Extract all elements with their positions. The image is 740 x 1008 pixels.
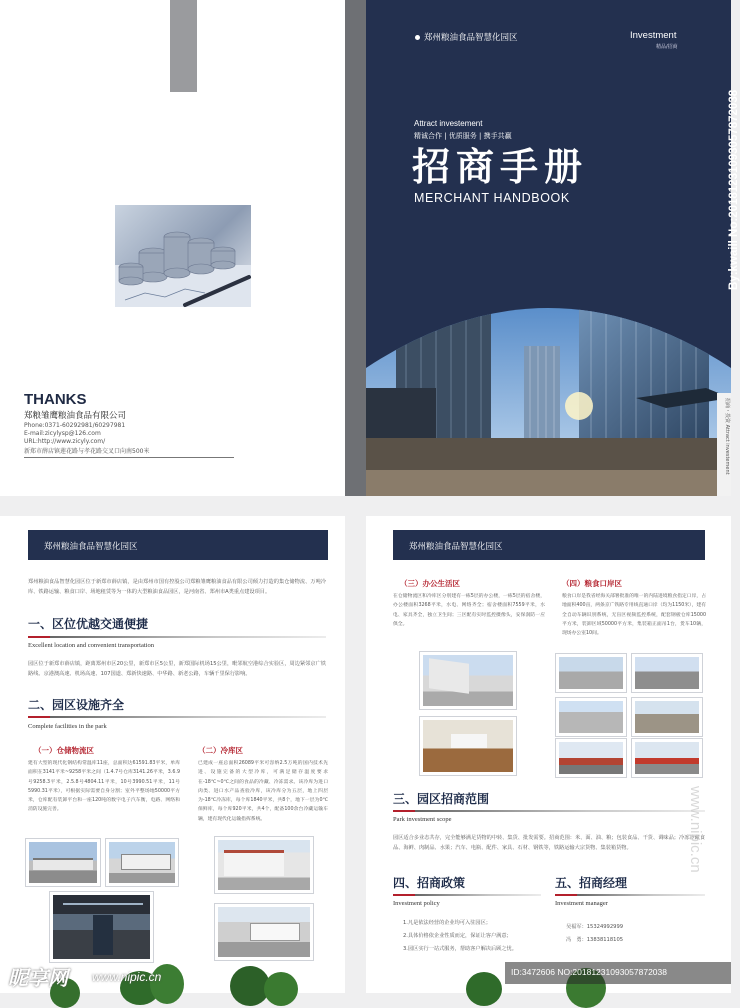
author-id-watermark: By:kwaill No:20181231093057872038 [728,89,740,290]
thanks-heading: THANKS [24,391,87,408]
warehouse-photo-1 [25,838,101,887]
section-1-title: 一、区位优越交通便捷 [28,617,149,631]
section-4-underline [393,894,541,896]
side-tab-label: 招商・投资 Attract investement [724,398,730,475]
footer-line [24,457,234,458]
section-1-en: Excellent location and convenient transportation [28,642,154,649]
policy-item: 3.园区实行一站式服务，帮助客户解决后顾之忧。 [403,946,517,952]
office-photo-1 [419,651,517,710]
port-photo-1 [555,653,627,693]
handbook-title-en: MERCHANT HANDBOOK [414,191,570,205]
section-3-title: 三、园区招商范围 [393,792,490,806]
grey-tab-decoration [170,0,197,92]
investment-label: Investment [630,30,677,41]
sub-coldstorage-title: （二）冷库区 [198,746,243,755]
inner-page-left [0,516,345,993]
slogan: 精诚合作 | 优质服务 | 携手共赢 [414,132,512,140]
inner-page-right [366,516,731,993]
coldstorage-photo-2 [214,903,314,961]
watermark-site: www.nipic.cn [92,970,162,984]
section-1-underline [28,636,326,638]
park-name: 郑州粮油食品智慧化园区 [424,33,518,43]
sub-port-title: （四）粮食口岸区 [562,579,622,588]
port-photo-6 [631,738,703,778]
port-photo-2 [631,653,703,693]
section-4-en: Investment policy [393,900,440,907]
section-3-body: 园区适合多业态共存，完全能够满足货物的中转、集货、批发需要。招商范围：米、面、油、粮；包装食品、干货、调味品；冷冻冷藏食品、海鲜、肉制品、水果；汽车、电瓶、配件、家具、石材、钢铁等，铁路运输大宗货物、集装箱货物。 [393,835,705,851]
port-photo-4 [631,697,703,737]
coins-photo [115,205,251,307]
building-photo [366,288,731,496]
attract-subtitle: Attract investement [414,119,483,128]
section-3-en: Park investment scope [393,816,452,823]
investment-sublabel: 精品/招商 [656,44,678,50]
back-cover-page [0,0,345,496]
section-4-title: 四、招商政策 [393,876,466,890]
sub-coldstorage-body: 已建成一座总面积26089平米可容纳2.5万吨的国内技术先进、设施完备的大型冷库，可满足储存温度要求在-18℃~0℃之间的食品的冷藏、冷冻需求。该冷库为进口肉类、进口水产品查验冷库，该冷库分为五层，地上四层为-18℃冷冻库，每个库1840平米，共8个，地下一层为0℃保鲜库，每个库920平米，共4个，配备100余台冷藏运输车辆，建有现代化运输指挥系统。 [198,761,328,822]
warehouse-photo-2 [105,838,179,887]
policy-item: 2.具体价格依企业性质而定，保证让客户满意； [403,933,512,939]
section-3-underline [393,810,705,812]
company-email: E-mail:zicylysp@126.com [24,430,101,437]
section-5-underline [555,894,705,896]
sub-port-body: 粮食口岸是我省经海关部署批准的唯一的内陆进境粮食指定口岸，占地面积400亩，两条京广铁路专用线直通口岸（均为1150米），建有全自动车辆识别系统，无盲区视频监控系统，配套钢板仓库15000平方米，装卸区域50000平方米，集装箱正面吊1台，货车10辆，现场办公室10间。 [562,594,706,637]
tree-decoration [264,972,298,1006]
port-photo-3 [555,697,627,737]
company-name: 郑粮雏鹰粮油食品有限公司 [24,411,127,421]
section-1-body: 园区位于新郑市薛店镇，距离郑州市区20公里，新郑市区5公里，新郑国际机场15公里，毗邻航空港综合实验区，周边紧邻京广铁路线、京港澳高速、机场高速、107国道、郑新快速路、中华路、新老公路，车辆千里保行影响。 [28,661,326,677]
office-photo-2 [419,716,517,776]
sub-office-title: （三）办公生活区 [400,579,460,588]
sub-warehouse-body: 建有大型的现代化钢结构常温库11座，总面积达61591.83平米，单库面积在3141平米~9258平米之间（1.4.7号仓库3141.26平米，3.6.9号9258.3平米，2.5.8号4804.11平米，10号3990.51平米，11号5990.31平米），可根据实际需要自身分割；室外平整场地50000平方米，仓库配有装卸平台和一座120吨的数字电子汽车衡，电路、网络和消防设施完善。 [28,761,180,813]
company-url: URL:http://www.zicyly.com/ [24,438,106,445]
site-watermark: www.nipic.cn [687,786,704,873]
section-5-title: 五、招商经理 [555,876,628,890]
company-address: 新郑市薛店镇莲花路与孝花路交叉口向南500米 [24,448,150,455]
section-2-underline [28,716,326,718]
watermark-logo: 昵享网 [8,966,68,990]
watermark-id: ID:3472606 NO:20181231093057872038 [511,967,667,977]
section-2-title: 二、园区设施齐全 [28,698,125,712]
section-5-en: Investment manager [555,900,608,907]
company-phone: Phone:0371-60292981/60297981 [24,422,126,429]
page-header-title: 郑州粮油食品智慧化园区 [44,542,138,552]
front-cover-page [366,0,740,496]
port-photo-5 [555,738,627,778]
section-2-en: Complete facilities in the park [28,723,107,730]
coins-illustration [115,205,251,307]
manager-contact: 吴福军：15324992999 [566,924,624,930]
policy-item: 1.凡是依法经营的企业均可入驻园区； [403,920,491,926]
warehouse-interior-photo [49,891,154,963]
coldstorage-photo-1 [214,836,314,894]
sub-office-body: 在仓储物流区和冷库区分别建有一栋5层的办公楼，一栋5层的宿舍楼，办公楼面积3268平米，水电、网络齐全；宿舍楼面积7559平米，水电、家具齐全，独立卫生间；三区配有实时监控摄像头，安保润防一应俱全。 [393,594,545,627]
page-header-title: 郑州粮油食品智慧化园区 [409,542,503,552]
park-name-bullet [415,35,420,40]
tree-decoration [466,972,502,1006]
intro-paragraph: 郑州粮油食品智慧化园区位于新郑市薛店镇，是由郑州市国有控股公司郑粮雏鹰粮油食品有限公司倾力打造的集仓储物流、万吨冷库、铁路运输、粮食口岸、场地租赁等为一体的大型粮油食品园区，是河南省、郑州市A类重点建设项目。 [28,579,326,595]
building-illustration [366,288,731,496]
spine-strip [345,0,366,496]
handbook-title: 招商手册 [412,145,589,189]
sub-warehouse-title: （一）仓储物流区 [34,746,94,755]
manager-contact: 冯 勇：13838118105 [566,937,624,943]
